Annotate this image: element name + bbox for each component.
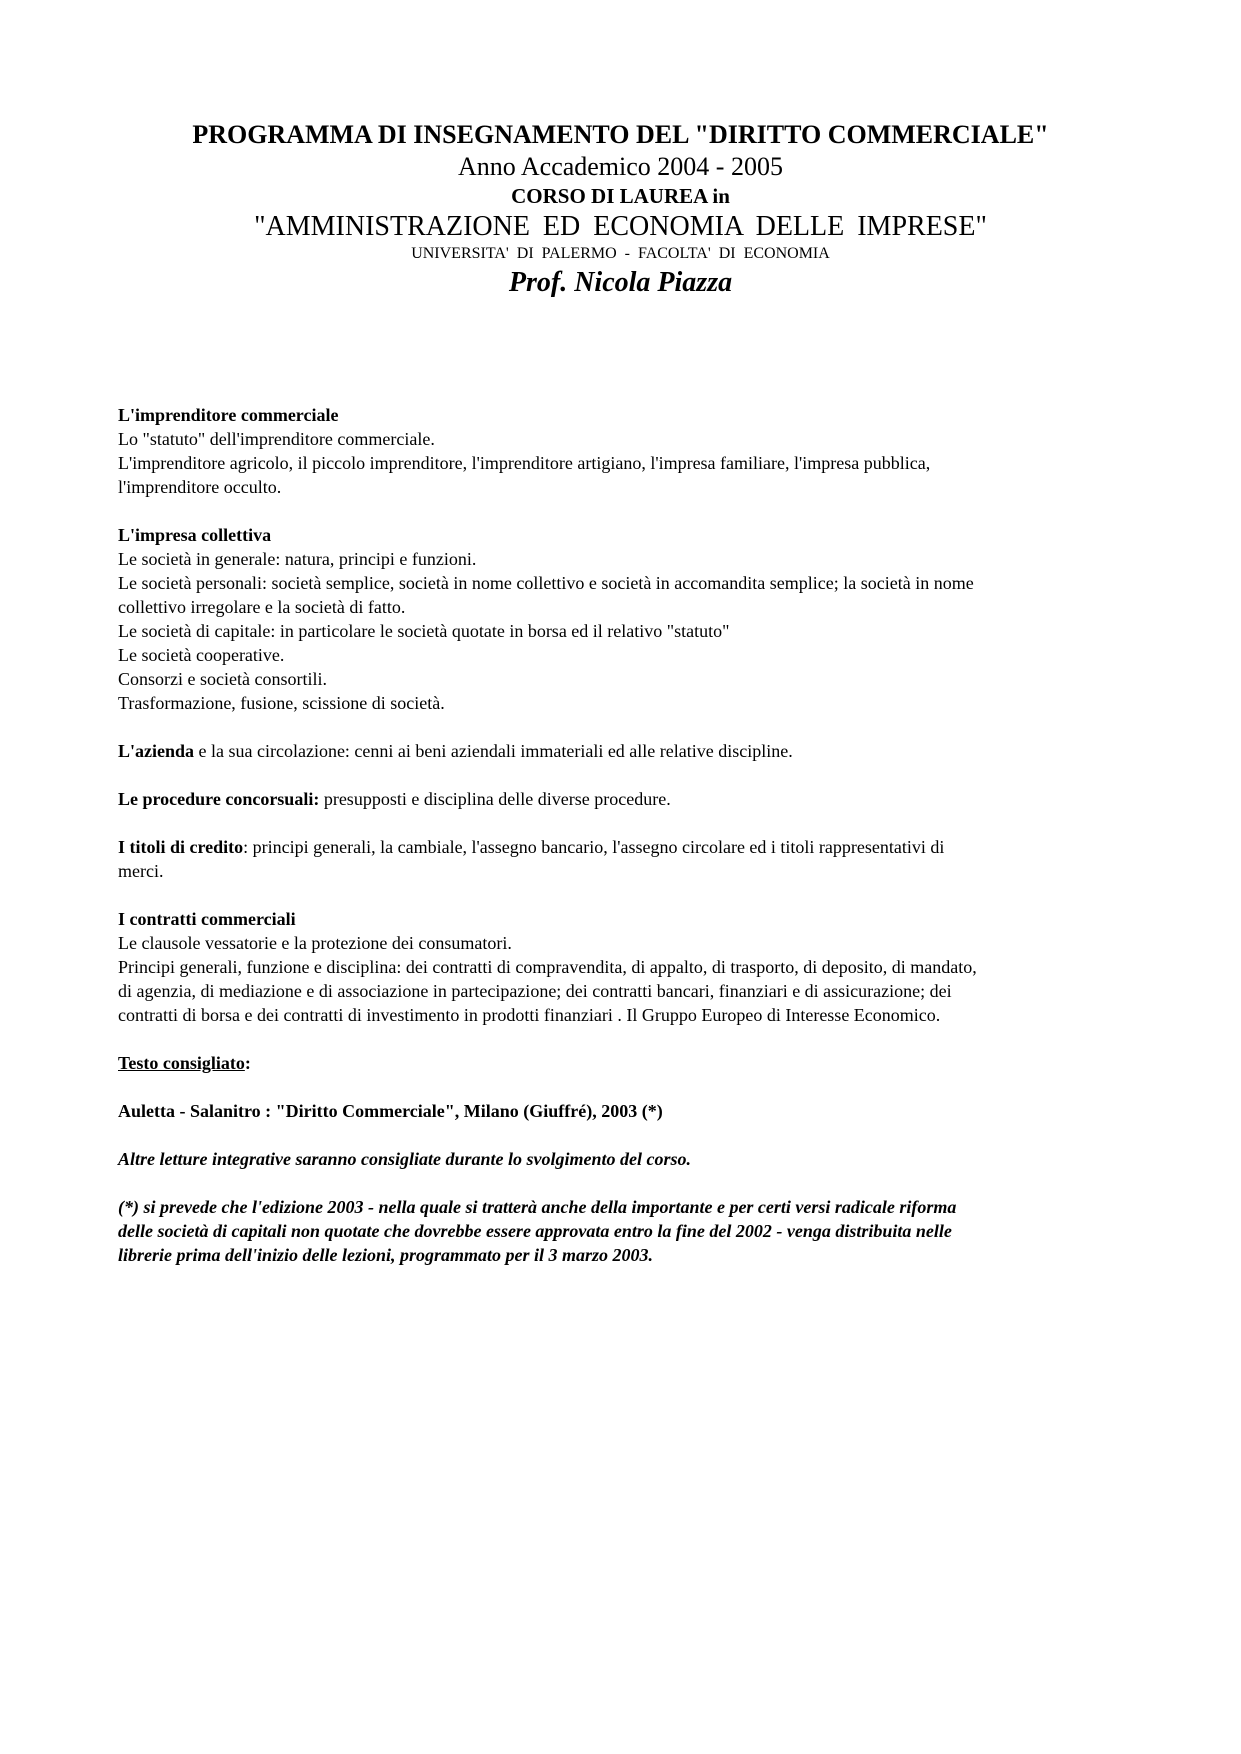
section-azienda [118, 739, 1128, 763]
section-text: : principi generali, la cambiale, l'assegno bancario, l'assegno circolare ed i titoli rappresentativi di [243, 837, 945, 857]
section-heading: I titoli di credito [118, 837, 244, 857]
section-text-line: Le società cooperative. [118, 645, 285, 665]
section-paragraph [118, 739, 1128, 763]
section-text-line: collettivo irregolare e la società di fatto. [118, 597, 406, 617]
book-citation: Auletta - Salanitro : "Diritto Commerciale", Milano (Giuffré), 2003 (*) [118, 1101, 663, 1121]
section-text-line: Consorzi e società consortili. [118, 669, 327, 689]
section-heading: Le procedure concorsuali: [118, 789, 320, 809]
section-impresa-collettiva [118, 523, 1128, 715]
heading-colon: : [244, 1053, 251, 1073]
section-text-line: L'imprenditore agricolo, il piccolo imprenditore, l'imprenditore artigiano, l'impresa familiare, l'impresa pubblica, [118, 453, 931, 473]
course-label: CORSO DI LAUREA in [511, 184, 730, 208]
section-paragraph [118, 835, 1128, 859]
footnote-line: delle società di capitali non quotate che dovrebbe essere approvata entro la fine del 2002 - venga distribuita nelle [118, 1221, 952, 1241]
section-text-line: Le società in generale: natura, principi e funzioni. [118, 549, 477, 569]
recommended-text-heading: Testo consigliato [118, 1053, 245, 1073]
section-text-line: Le società di capitale: in particolare le società quotate in borsa ed il relativo "statuto" [118, 621, 730, 641]
section-text: presupposti e disciplina delle diverse procedure. [319, 789, 671, 809]
section-text-line: Le società personali: società semplice, società in nome collettivo e società in accomandita semplice; la società in nome [118, 573, 974, 593]
section-procedure [118, 787, 1128, 811]
section-contratti [118, 907, 1128, 1027]
document-header [0, 118, 1241, 302]
section-text-line: Trasformazione, fusione, scissione di società. [118, 693, 445, 713]
university-faculty: UNIVERSITA' DI PALERMO - FACOLTA' DI ECONOMIA [411, 245, 830, 262]
section-text-line: l'imprenditore occulto. [118, 477, 282, 497]
section-text-line: di agenzia, di mediazione e di associazione in partecipazione; dei contratti bancari, finanziari e di assicurazione; dei [118, 981, 952, 1001]
edition-footnote [118, 1195, 1128, 1267]
recommended-book [118, 1099, 1128, 1123]
section-titoli [118, 835, 1128, 883]
section-text-line: Le clausole vessatorie e la protezione dei consumatori. [118, 933, 512, 953]
integrative-readings-note [118, 1147, 1128, 1171]
section-heading: L'imprenditore commerciale [118, 405, 339, 425]
document-title: PROGRAMMA DI INSEGNAMENTO DEL "DIRITTO COMMERCIALE" [192, 120, 1049, 149]
section-text-line: merci. [118, 861, 164, 881]
footnote-line: librerie prima dell'inizio delle lezioni, programmato per il 3 marzo 2003. [118, 1245, 654, 1265]
professor-name: Prof. Nicola Piazza [508, 267, 733, 298]
note-text: Altre letture integrative saranno consigliate durante lo svolgimento del corso. [118, 1149, 692, 1169]
section-heading [118, 1051, 1128, 1075]
degree-name: "AMMINISTRAZIONE ED ECONOMIA DELLE IMPRESE" [254, 211, 987, 242]
section-heading: L'impresa collettiva [118, 525, 272, 545]
section-testo-consigliato [118, 1051, 1128, 1075]
academic-year: Anno Accademico 2004 - 2005 [458, 152, 783, 181]
section-text-line: Principi generali, funzione e disciplina: dei contratti di compravendita, di appalto, di trasporto, di deposito, di mandato, [118, 957, 977, 977]
section-text: e la sua circolazione: cenni ai beni aziendali immateriali ed alle relative discipline. [194, 741, 793, 761]
document-body [118, 403, 1128, 1291]
section-imprenditore [118, 403, 1128, 499]
section-paragraph [118, 787, 1128, 811]
footnote-line: (*) si prevede che l'edizione 2003 - nella quale si tratterà anche della importante e per certi versi radicale riforma [118, 1197, 957, 1217]
section-heading: I contratti commerciali [118, 909, 296, 929]
section-heading: L'azienda [118, 741, 195, 761]
section-text-line: Lo "statuto" dell'imprenditore commerciale. [118, 429, 435, 449]
section-text-line: contratti di borsa e dei contratti di investimento in prodotti finanziari . Il Gruppo Europeo di Interesse Economico. [118, 1005, 941, 1025]
